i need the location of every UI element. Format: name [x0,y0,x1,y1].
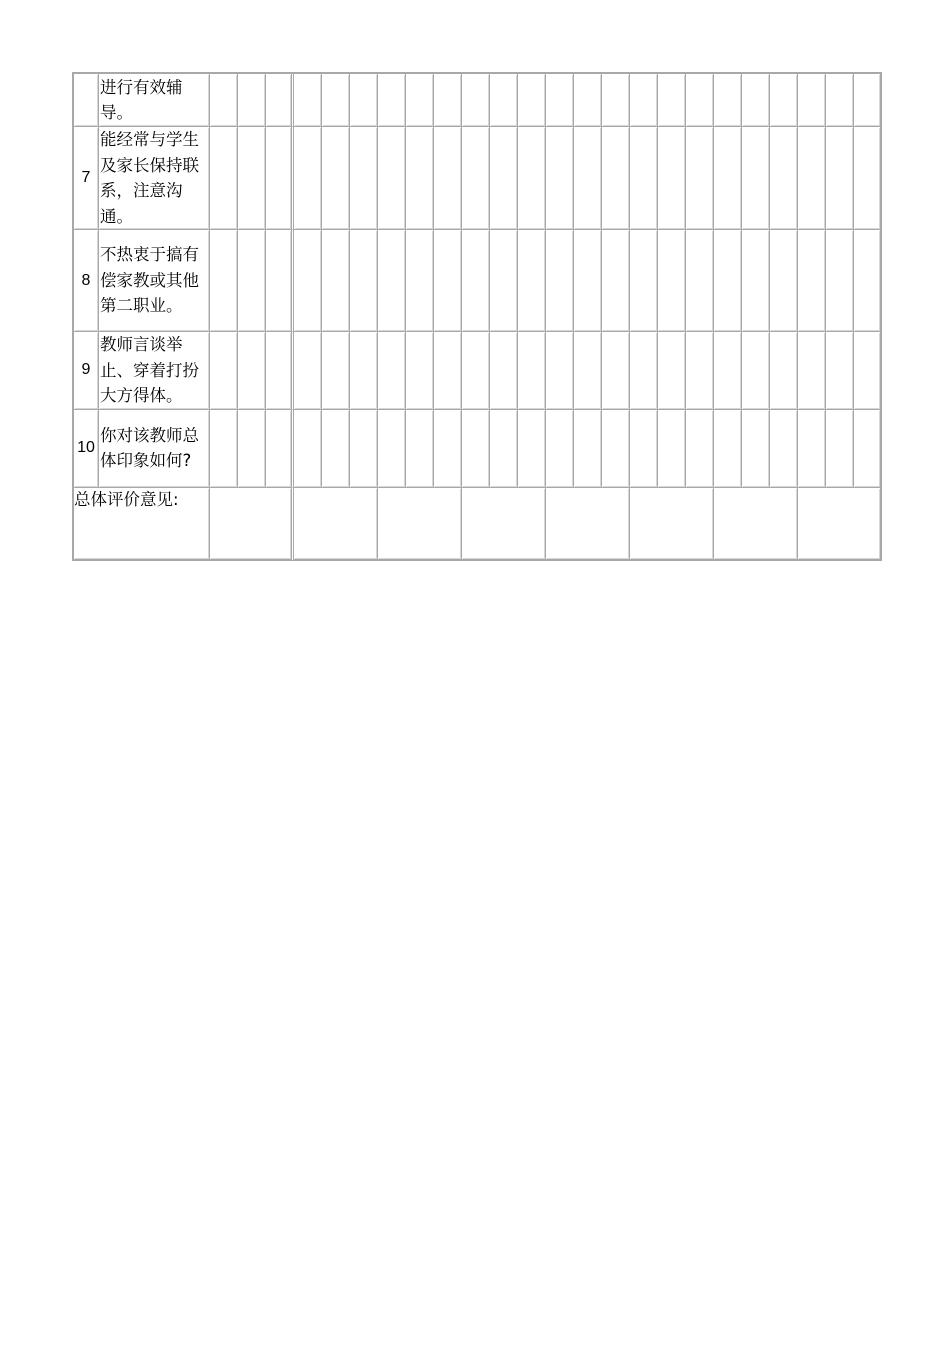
rating-cell[interactable] [714,410,742,488]
rating-cell[interactable] [322,74,350,127]
rating-cell[interactable] [406,74,434,127]
rating-cell[interactable] [714,74,742,127]
rating-cell[interactable] [518,127,546,230]
rating-cell[interactable] [686,230,714,332]
rating-cell[interactable] [518,332,546,410]
rating-cell[interactable] [266,74,294,127]
rating-cell[interactable] [658,74,686,127]
rating-cell[interactable] [854,410,882,488]
table-row [74,127,882,230]
table-row [74,410,882,488]
summary-cell[interactable] [630,488,714,561]
rating-cell[interactable] [378,74,406,127]
rating-cell[interactable] [826,74,854,127]
summary-cell[interactable] [378,488,462,561]
item-text: 不热衷于搞有偿家教或其他第二职业。 [100,245,199,316]
rating-cell[interactable] [462,230,490,332]
table-row [74,332,882,410]
rating-cell[interactable] [490,410,518,488]
rating-cell[interactable] [266,127,294,230]
rating-cell[interactable] [546,332,574,410]
rating-cell[interactable] [686,74,714,127]
rating-cell[interactable] [798,230,826,332]
rating-cell[interactable] [490,74,518,127]
rating-cell[interactable] [322,410,350,488]
rating-cell[interactable] [742,332,770,410]
rating-cell[interactable] [210,230,238,332]
summary-cell[interactable] [294,488,378,561]
rating-cell[interactable] [266,410,294,488]
rating-cell[interactable] [238,74,266,127]
rating-cell[interactable] [630,127,658,230]
rating-cell[interactable] [434,410,462,488]
rating-cell[interactable] [798,127,826,230]
rating-cell[interactable] [350,410,378,488]
item-number [74,74,99,127]
item-text: 教师言谈举止、穿着打扮大方得体。 [100,335,199,405]
rating-cell[interactable] [742,410,770,488]
rating-cell[interactable] [378,332,406,410]
rating-cell[interactable] [854,127,882,230]
rating-cell[interactable] [294,410,322,488]
rating-cell[interactable] [742,127,770,230]
summary-cell[interactable] [714,488,798,561]
rating-cell[interactable] [518,230,546,332]
rating-cell[interactable] [462,410,490,488]
rating-cell[interactable] [826,332,854,410]
rating-cell[interactable] [434,230,462,332]
rating-cell[interactable] [294,74,322,127]
rating-cell[interactable] [210,127,238,230]
rating-cell[interactable] [490,332,518,410]
summary-label: 总体评价意见: [74,488,210,561]
rating-cell[interactable] [210,332,238,410]
rating-cell[interactable] [462,332,490,410]
item-text: 能经常与学生及家长保持联系，注意沟通。 [100,130,199,226]
rating-cell[interactable] [434,332,462,410]
rating-cell[interactable] [630,332,658,410]
rating-cell[interactable] [798,410,826,488]
rating-cell[interactable] [686,410,714,488]
rating-cell[interactable] [602,230,630,332]
rating-cell[interactable] [602,332,630,410]
rating-cell[interactable] [714,332,742,410]
rating-cell[interactable] [826,230,854,332]
item-number: 10 [74,410,99,488]
rating-cell[interactable] [238,230,266,332]
rating-cell[interactable] [350,332,378,410]
rating-cell[interactable] [378,230,406,332]
rating-cell[interactable] [266,332,294,410]
rating-cell[interactable] [490,127,518,230]
rating-cell[interactable] [210,410,238,488]
rating-cell[interactable] [406,410,434,488]
rating-cell[interactable] [238,127,266,230]
rating-cell[interactable] [742,230,770,332]
item-text: 你对该教师总体印象如何? [100,425,199,470]
rating-cell[interactable] [658,127,686,230]
rating-cell[interactable] [350,127,378,230]
rating-cell[interactable] [602,74,630,127]
rating-cell[interactable] [826,127,854,230]
rating-cell[interactable] [770,410,798,488]
rating-cell[interactable] [294,230,322,332]
rating-cell[interactable] [770,332,798,410]
rating-cell[interactable] [518,74,546,127]
rating-cell[interactable] [658,410,686,488]
teacher-evaluation-table [72,72,882,561]
rating-cell[interactable] [602,410,630,488]
rating-cell[interactable] [798,74,826,127]
item-text-cell [99,74,210,127]
item-number: 9 [74,332,99,410]
rating-cell[interactable] [322,332,350,410]
rating-cell[interactable] [630,230,658,332]
item-text-cell [99,410,210,488]
rating-cell[interactable] [350,74,378,127]
table-row [74,74,882,127]
rating-cell[interactable] [686,332,714,410]
item-number: 8 [74,230,99,332]
item-number: 7 [74,127,99,230]
rating-cell[interactable] [770,127,798,230]
rating-cell[interactable] [546,127,574,230]
rating-cell[interactable] [574,332,602,410]
table-row [74,230,882,332]
item-text-cell [99,230,210,332]
rating-cell[interactable] [630,410,658,488]
rating-cell[interactable] [406,332,434,410]
rating-cell[interactable] [546,410,574,488]
rating-cell[interactable] [378,410,406,488]
rating-cell[interactable] [798,332,826,410]
rating-cell[interactable] [658,332,686,410]
summary-row [74,488,882,561]
rating-cell[interactable] [294,332,322,410]
summary-cell[interactable] [546,488,630,561]
rating-cell[interactable] [854,332,882,410]
rating-cell[interactable] [714,230,742,332]
rating-cell[interactable] [658,230,686,332]
rating-cell[interactable] [462,127,490,230]
rating-cell[interactable] [434,74,462,127]
rating-cell[interactable] [574,127,602,230]
rating-cell[interactable] [714,127,742,230]
rating-cell[interactable] [238,410,266,488]
rating-cell[interactable] [434,127,462,230]
rating-cell[interactable] [322,230,350,332]
summary-cell[interactable] [798,488,882,561]
rating-cell[interactable] [294,127,322,230]
rating-cell[interactable] [686,127,714,230]
item-text-cell [99,127,210,230]
rating-cell[interactable] [742,74,770,127]
rating-cell[interactable] [406,127,434,230]
rating-cell[interactable] [350,230,378,332]
rating-cell[interactable] [490,230,518,332]
rating-cell[interactable] [210,74,238,127]
rating-cell[interactable] [546,230,574,332]
rating-cell[interactable] [322,127,350,230]
rating-cell[interactable] [546,74,574,127]
summary-cell[interactable] [462,488,546,561]
rating-cell[interactable] [406,230,434,332]
item-text: 进行有效辅导。 [100,77,183,122]
rating-cell[interactable] [266,230,294,332]
rating-cell[interactable] [574,230,602,332]
table-body [74,74,882,561]
rating-cell[interactable] [378,127,406,230]
rating-cell[interactable] [518,410,546,488]
rating-cell[interactable] [770,230,798,332]
rating-cell[interactable] [574,74,602,127]
rating-cell[interactable] [574,410,602,488]
rating-cell[interactable] [462,74,490,127]
item-text-cell [99,332,210,410]
rating-cell[interactable] [854,74,882,127]
rating-cell[interactable] [602,127,630,230]
rating-cell[interactable] [630,74,658,127]
rating-cell[interactable] [826,410,854,488]
summary-cell[interactable] [210,488,294,561]
rating-cell[interactable] [854,230,882,332]
rating-cell[interactable] [770,74,798,127]
rating-cell[interactable] [238,332,266,410]
